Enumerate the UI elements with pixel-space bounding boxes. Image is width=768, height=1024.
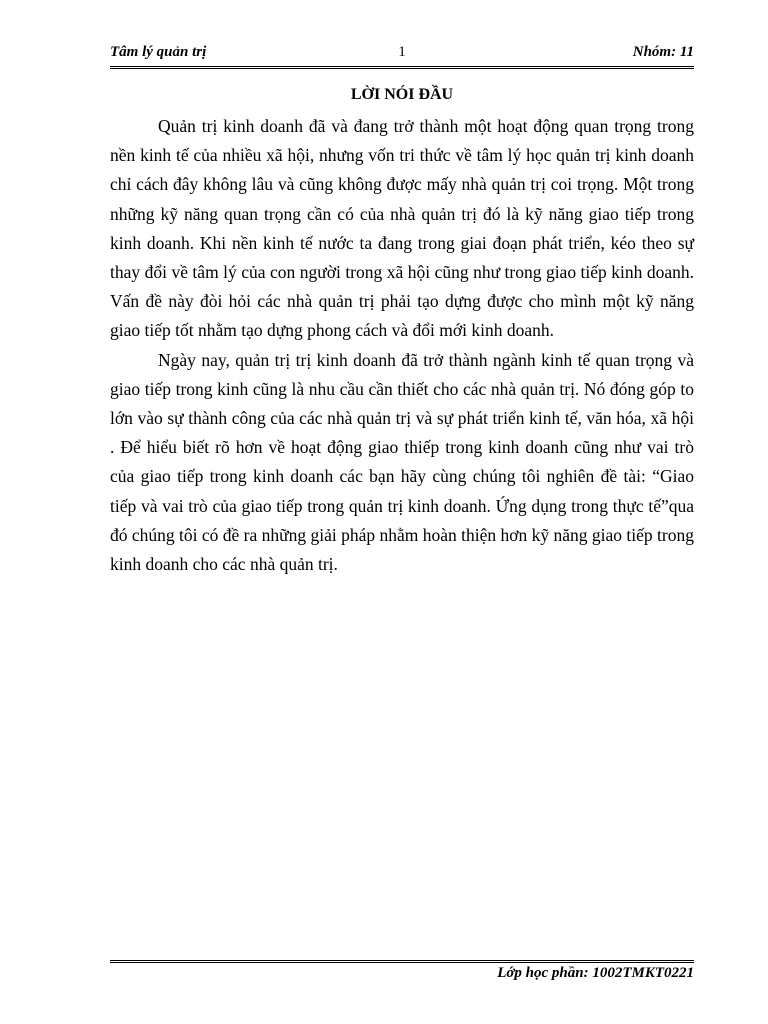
header-divider	[110, 66, 694, 67]
paragraph-2: Ngày nay, quản trị trị kinh doanh đã trở thành ngành kinh tế quan trọng và giao tiếp trong kinh cũng là nhu cầu cần thiết cho các nhà quản trị. Nó đóng góp to lớn vào sự thành công của các nhà quản trị và sự phát triển kinh tế, văn hóa, xã hội . Để hiểu biết rõ hơn về hoạt động giao thiếp trong kinh doanh cũng như vai trò của giao tiếp trong kinh doanh các bạn hãy cùng chúng tôi nghiên đề tài: “Giao tiếp và vai trò của giao tiếp trong quản trị kinh doanh. Ứng dụng trong thực tế”qua đó chúng tôi có đề ra những giải pháp nhằm hoàn thiện hơn kỹ năng giao tiếp trong kinh doanh cho các nhà quản trị.	[110, 349, 694, 575]
header-subject: Tâm lý quản trị	[110, 44, 207, 60]
page-number: 1	[398, 44, 406, 60]
paragraph-1: Quản trị kinh doanh đã và đang trở thành một hoạt động quan trọng trong nền kinh tế của nhiều xã hội, nhưng vốn tri thức về tâm lý học quản trị kinh doanh chỉ cách đây không lâu và cũng không được mấy nhà quản trị coi trọng. Một trong những kỹ năng quan trọng cần có của nhà quản trị đó là kỹ năng giao tiếp trong kinh doanh. Khi nền kinh tế nước ta đang trong giai đoạn phát triển, kéo theo sự thay đổi về tâm lý của con người trong xã hội cũng như trong giao tiếp kinh doanh. Vấn đề này đòi hỏi các nhà quản trị phải tạo dựng được cho mình một kỹ năng giao tiếp tốt nhằm tạo dựng phong cách và đổi mới kinh doanh.	[110, 116, 694, 341]
header-group: Nhóm: 11	[632, 44, 694, 60]
page-footer: Lớp học phần: 1002TMKT0221	[497, 965, 694, 981]
document-title: LỜI NÓI ĐẦU	[350, 86, 454, 103]
header-divider-secondary	[110, 68, 694, 69]
document-body	[110, 112, 694, 579]
footer-divider	[110, 960, 694, 961]
page-header	[110, 44, 694, 64]
footer-divider-secondary	[110, 962, 694, 963]
